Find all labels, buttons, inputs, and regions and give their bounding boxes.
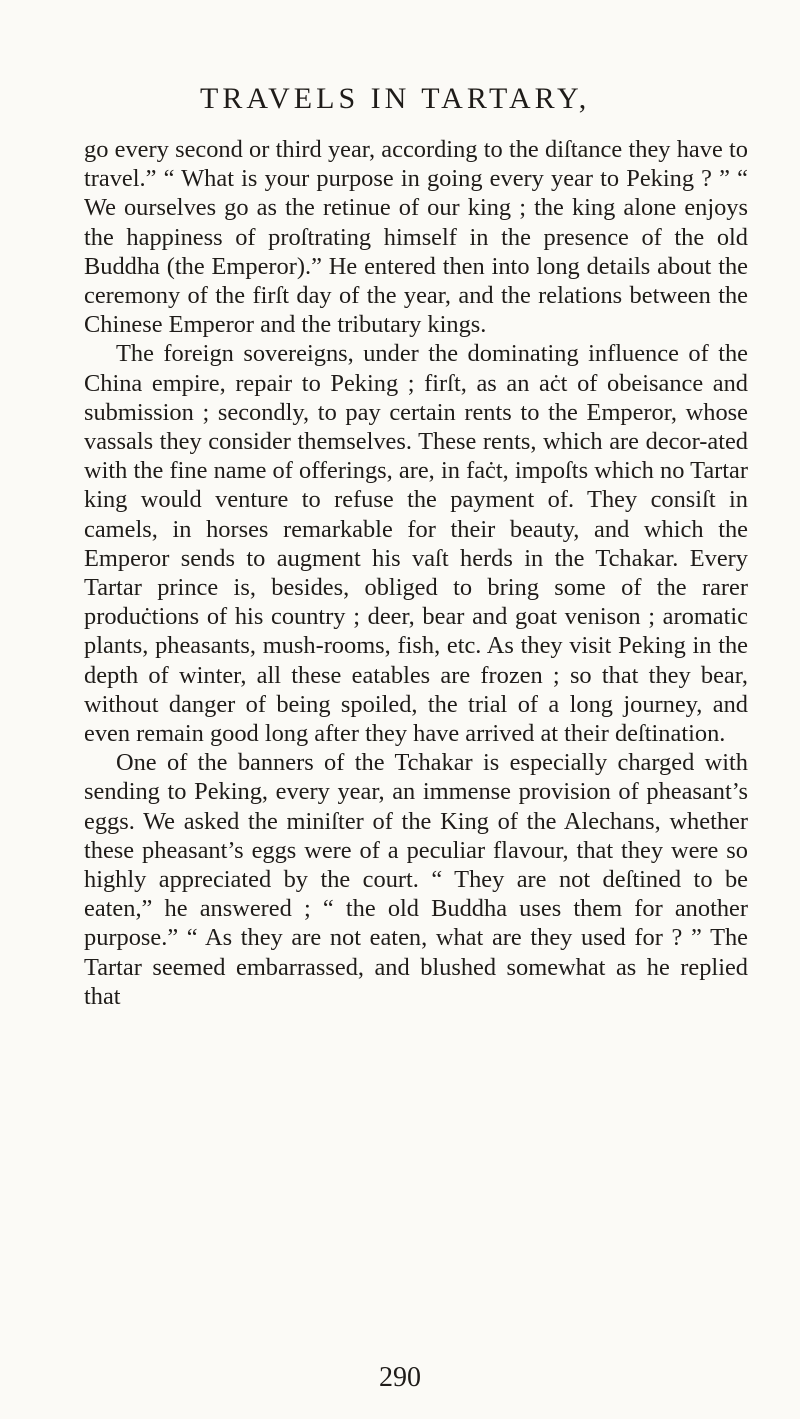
paragraph: The foreign sovereigns, under the dominating influence of the China empire, repair to Peking ; firſt, as an aċt of obeisance and submission ; secondly, to pay certain rents to the Emperor, whose vassals they consider themselves. These rents, which are decor-ated with the fine name of offerings, are, in faċt, impoſts which no Tartar king would venture to refuse the payment of. They consiſt in camels, in horses remarkable for their beauty, and which the Emperor sends to augment his vaſt herds in the Tchakar. Every Tartar prince is, besides, obliged to bring some of the rarer produċtions of his country ; deer, bear and goat venison ; aromatic plants, pheasants, mush-rooms, fish, etc. As they visit Peking in the depth of winter, all these eatables are frozen ; so that they bear, without danger of being spoiled, the trial of a long journey, and even remain good long after they have arrived at their deſtination. (84, 340, 748, 748)
page-number: 290 (379, 1362, 421, 1393)
running-title: TRAVELS IN TARTARY, (200, 82, 591, 115)
body-text (84, 135, 748, 1011)
paragraph: One of the banners of the Tchakar is especially charged with sending to Peking, every year, an immense provision of pheasant’s eggs. We asked the miniſter of the King of the Alechans, whether these pheasant’s eggs were of a peculiar flavour, that they were so highly appreciated by the court. “ They are not deſtined to be eaten,” he answered ; “ the old Buddha uses them for another purpose.” “ As they are not eaten, what are they used for ? ” The Tartar seemed embarrassed, and blushed somewhat as he replied that (84, 749, 748, 1010)
paragraph-continued: go every second or third year, according to the diſtance they have to travel.” “ What is your purpose in going every year to Peking ? ” “ We ourselves go as the retinue of our king ; the king alone enjoys the happiness of proſtrating himself in the presence of the old Buddha (the Emperor).” He entered then into long details about the ceremony of the firſt day of the year, and the relations between the Chinese Emperor and the tributary kings. (84, 136, 748, 339)
